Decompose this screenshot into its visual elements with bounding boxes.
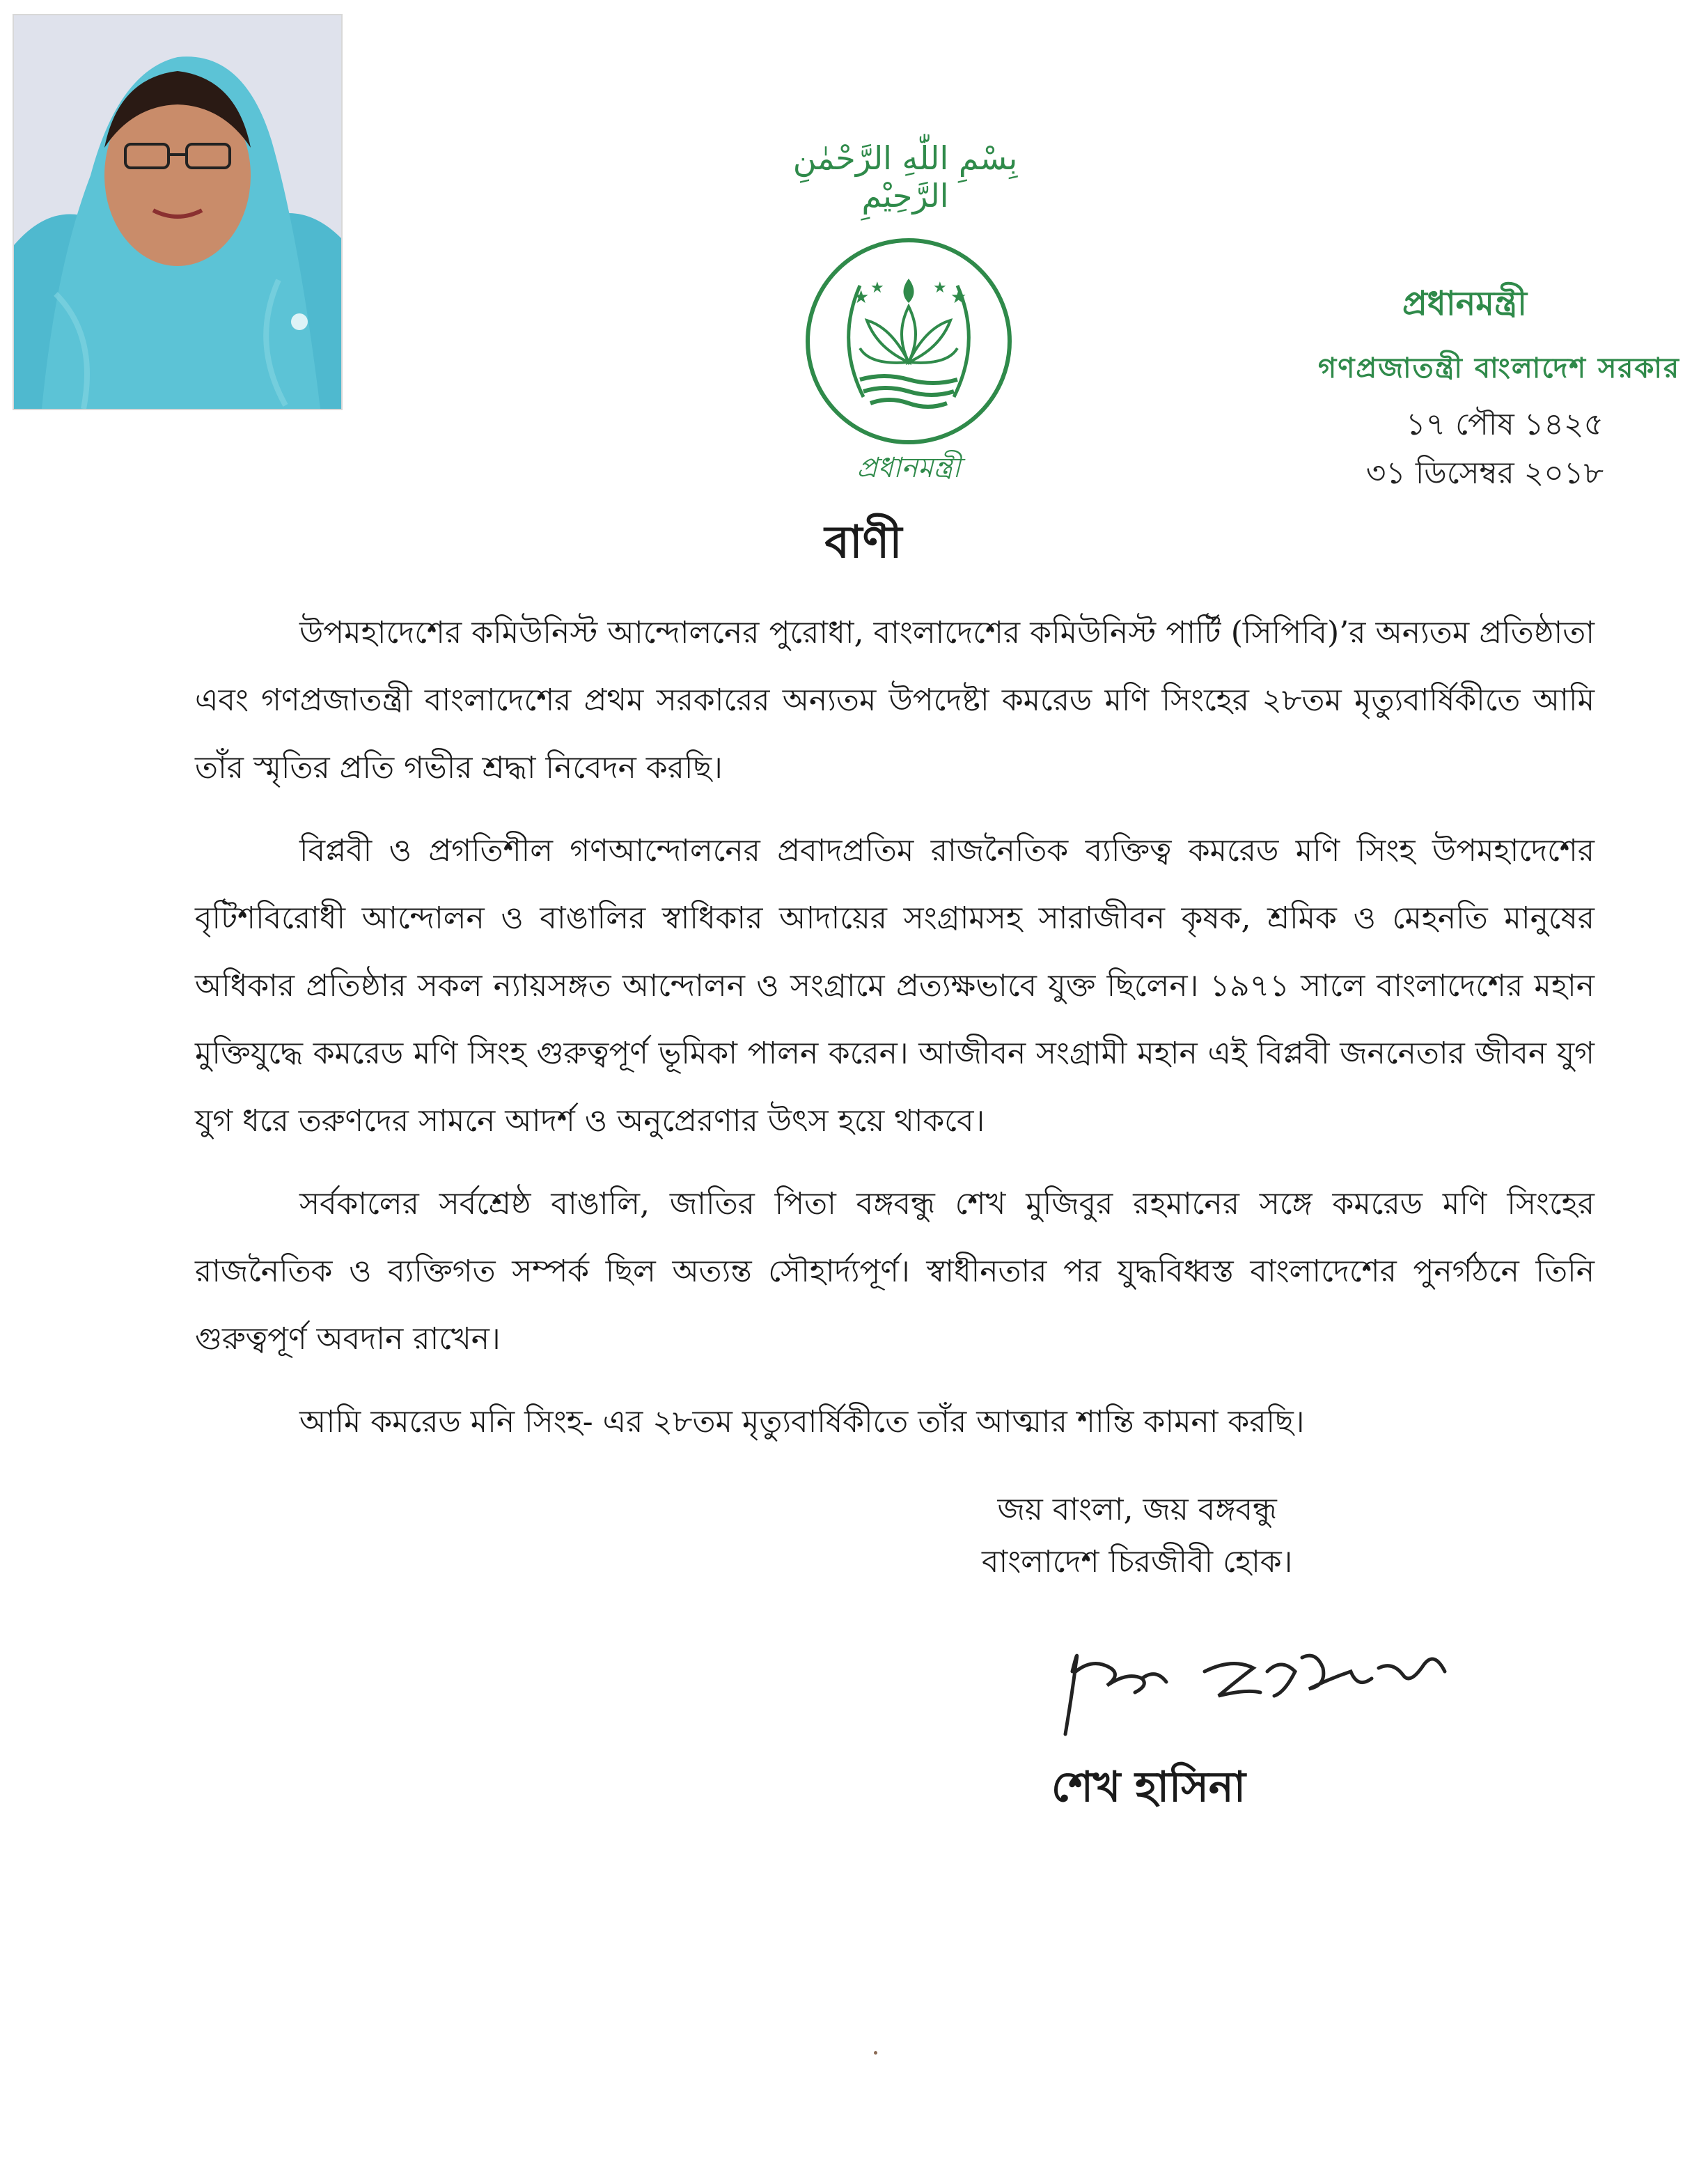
closing-line-2: বাংলাদেশ চিরজীবী হোক। [982,1544,1293,1580]
date-gregorian: ৩১ ডিসেম্বর ২০১৮ [1365,455,1604,491]
portrait-photo [13,14,343,410]
paragraph-4: আমি কমরেড মনি সিংহ- এর ২৮তম মৃত্যুবার্ষিকীতে তাঁর আত্মার শান্তি কামনা করছি। [299,1404,1305,1440]
government-name: গণপ্রজাতন্ত্রী বাংলাদেশ সরকার [1318,352,1680,384]
closing-line-1: জয় বাংলা, জয় বঙ্গবন্ধু [997,1492,1277,1527]
svg-text:★: ★ [933,279,947,297]
date-block [1366,400,1604,498]
svg-text:★: ★ [950,287,967,308]
government-emblem-icon [794,237,1024,501]
signer-name: শেখ হাসিনা [1051,1763,1246,1812]
handwritten-signature [1044,1630,1462,1748]
emblem-label: প্রধানমন্ত্রী [856,452,961,484]
paragraph-2: বিপ্লবী ও প্রগতিশীল গণআন্দোলনের প্রবাদপ্রতিম রাজনৈতিক ব্যক্তিত্ব কমরেড মণি সিংহ উপমহাদেশের বৃটিশবিরোধী আন্দোলন ও বাঙালির স্বাধিকার আদায়ের সংগ্রামসহ সারাজীবন কৃষক, শ্রমিক ও মেহনতি মানুষের অধিকার প্রতিষ্ঠার সকল ন্যায়সঙ্গত আন্দোলন ও সংগ্রামে প্রত্যক্ষভাবে যুক্ত ছিলেন। ১৯৭১ সালে বাংলাদেশের মহান মুক্তিযুদ্ধে কমরেড মণি সিংহ গুরুত্বপূর্ণ ভূমিকা পালন করেন। আজীবন সংগ্রামী মহান এই বিপ্লবী জননেতার জীবন যুগ যুগ ধরে তরুণদের সামনে আদর্শ ও অনুপ্রেরণার উৎস হয়ে থাকবে। [195,833,1595,1139]
bismillah-calligraphy: بِسْمِ اللّٰهِ الرَّحْمٰنِ الرَّحِيْمِ [792,139,1018,215]
office-header [1053,279,1680,393]
closing-slogans [982,1483,1292,1588]
date-bengali: ১৭ পৌষ ১৪২৫ [1406,407,1604,442]
paragraph-1: উপমহাদেশের কমিউনিস্ট আন্দোলনের পুরোধা, বাংলাদেশের কমিউনিস্ট পার্টি (সিপিবি)’র অন্যতম প্রতিষ্ঠাতা এবং গণপ্রজাতন্ত্রী বাংলাদেশের প্রথম সরকারের অন্যতম উপদেষ্টা কমরেড মণি সিংহের ২৮তম মৃত্যুবার্ষিকীতে আমি তাঁর স্মৃতির প্রতি গভীর শ্রদ্ধা নিবেদন করছি। [195,615,1595,786]
svg-text:★: ★ [853,287,870,308]
office-title: প্রধানমন্ত্রী [1402,284,1527,323]
message-body [195,599,1595,1471]
svg-text:★: ★ [870,279,884,297]
message-heading: বাণী [824,516,902,568]
paragraph-3: সর্বকালের সর্বশ্রেষ্ঠ বাঙালি, জাতির পিতা বঙ্গবন্ধু শেখ মুজিবুর রহমানের সঙ্গে কমরেড মণি সিংহের রাজনৈতিক ও ব্যক্তিগত সম্পর্ক ছিল অত্যন্ত সৌহার্দ্যপূর্ণ। স্বাধীনতার পর যুদ্ধবিধ্বস্ত বাংলাদেশের পুনর্গঠনে তিনি গুরুত্বপূর্ণ অবদান রাখেন। [195,1186,1595,1357]
paper-speck [874,2051,877,2055]
